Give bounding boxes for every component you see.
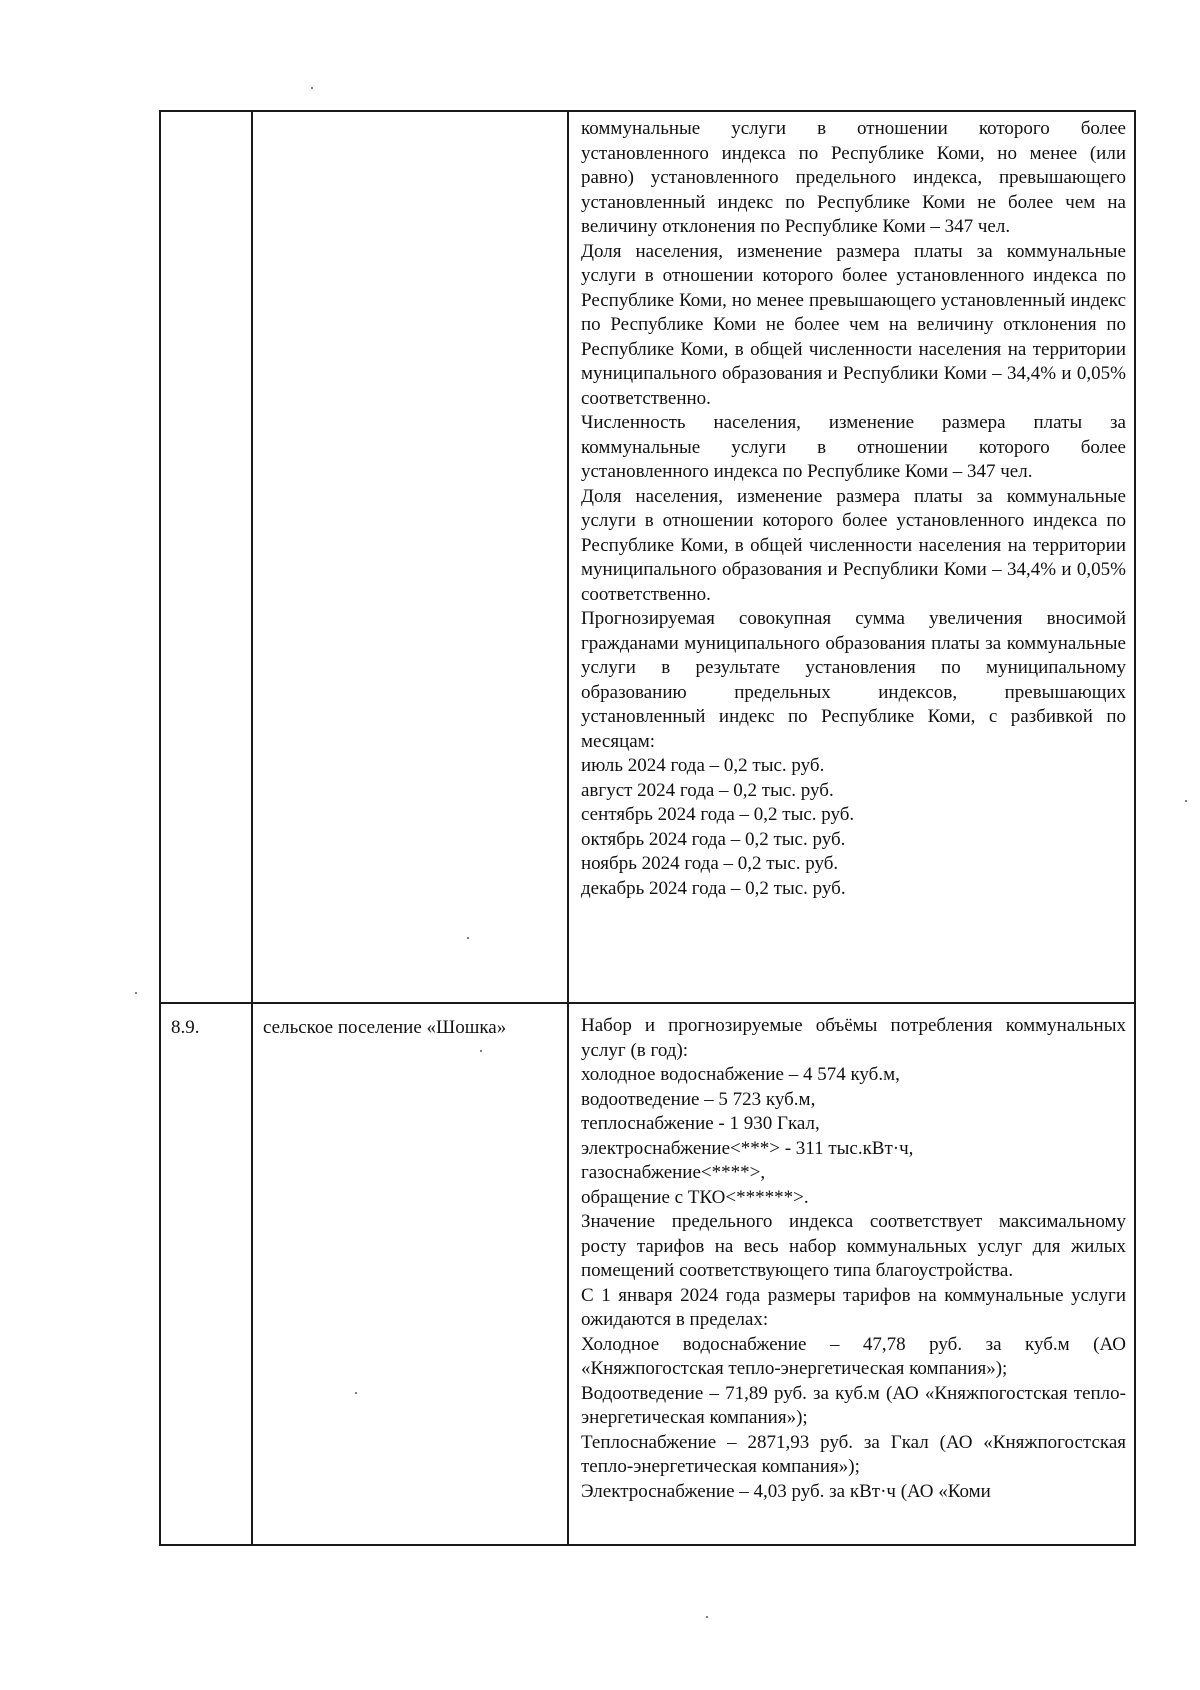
volume-item: газоснабжение<****>, — [581, 1162, 766, 1183]
table-row — [160, 111, 1135, 1003]
municipality-name: сельское поселение «Шошка» — [263, 1017, 507, 1038]
scan-speck — [467, 937, 469, 939]
scan-speck — [135, 992, 137, 994]
paragraph: коммунальные услуги в отношении которого более установленного индекса по Республике Коми, но менее (или равно) установленного предельного индекса, превышающего установленный индекс по Республике Коми не более чем на величину отклонения по Республике Коми – 347 чел. — [581, 118, 1126, 237]
paragraph: С 1 января 2024 года размеры тарифов на коммунальные услуги ожидаются в пределах: — [581, 1284, 1126, 1330]
paragraph: Холодное водоснабжение – 47,78 руб. за куб.м (АО «Княжпогостская тепло-энергетическая компания»); — [581, 1333, 1126, 1379]
paragraph: Водоотведение – 71,89 руб. за куб.м (АО «Княжпогостская тепло-энергетическая компания»); — [581, 1382, 1126, 1428]
paragraph: Значение предельного индекса соответствует максимальному росту тарифов на весь набор коммунальных услуг для жилых помещений соответствующего типа благоустройства. — [581, 1211, 1126, 1281]
paragraph: Электроснабжение – 4,03 руб. за кВт·ч (АО «Коми — [581, 1480, 991, 1502]
name-cell — [252, 111, 568, 1003]
table-row — [160, 1003, 1135, 1545]
scan-speck — [311, 87, 313, 89]
paragraph: Доля населения, изменение размера платы за коммунальные услуги в отношении которого более установленного индекса по Республике Коми, но менее превышающего установленный индекс по Республике Коми не более чем на величину отклонения по Республике Коми, в общей численности населения на территории муниципального образования и Республики Коми – 34,4% и 0,05% соответственно. — [581, 240, 1126, 409]
number-cell — [160, 1003, 252, 1545]
month-amount: октябрь 2024 года – 0,2 тыс. руб. — [581, 828, 846, 850]
description-cell — [568, 111, 1135, 1003]
volume-item: теплоснабжение - 1 930 Гкал, — [581, 1113, 820, 1134]
paragraph: Прогнозируемая совокупная сумма увеличения вносимой гражданами муниципального образования платы за коммунальные услуги в результате установления по муниципальному образованию предельных индексов, превышающих установленный индекс по Республике Коми, с разбивкой по месяцам: — [581, 608, 1126, 752]
paragraph: Доля населения, изменение размера платы за коммунальные услуги в отношении которого более установленного индекса по Республике Коми, в общей численности населения на территории муниципального образования и Республики Коми – 34,4% и 0,05% соответственно. — [581, 485, 1126, 605]
paragraph: Численность населения, изменение размера платы за коммунальные услуги в отношении которого более установленного индекса по Республике Коми – 347 чел. — [581, 412, 1126, 482]
description-cell — [568, 1003, 1135, 1545]
number-cell — [160, 111, 252, 1003]
volume-item: обращение с ТКО<******>. — [581, 1186, 809, 1208]
name-cell — [252, 1003, 568, 1545]
volume-item: холодное водоснабжение – 4 574 куб.м, — [581, 1064, 900, 1085]
month-amount: июль 2024 года – 0,2 тыс. руб. — [581, 755, 825, 776]
scan-speck — [1185, 800, 1187, 802]
month-amount: декабрь 2024 года – 0,2 тыс. руб. — [581, 877, 846, 899]
month-amount: август 2024 года – 0,2 тыс. руб. — [581, 779, 834, 801]
scan-speck — [706, 1616, 708, 1618]
document-table — [159, 110, 1136, 1546]
paragraph: Теплоснабжение – 2871,93 руб. за Гкал (АО «Княжпогостская тепло-энергетическая компания»); — [581, 1431, 1126, 1477]
row-number: 8.9. — [171, 1017, 200, 1038]
volume-item: электроснабжение<***> - 311 тыс.кВт·ч, — [581, 1137, 914, 1159]
row-number — [161, 112, 251, 124]
paragraph: Набор и прогнозируемые объёмы потребления коммунальных услуг (в год): — [581, 1015, 1126, 1061]
scan-speck — [355, 1392, 357, 1394]
month-amount: сентябрь 2024 года – 0,2 тыс. руб. — [581, 804, 855, 825]
scan-speck — [480, 1050, 482, 1052]
municipality-name — [253, 112, 567, 124]
volume-item: водоотведение – 5 723 куб.м, — [581, 1088, 816, 1110]
month-amount: ноябрь 2024 года – 0,2 тыс. руб. — [581, 853, 839, 874]
